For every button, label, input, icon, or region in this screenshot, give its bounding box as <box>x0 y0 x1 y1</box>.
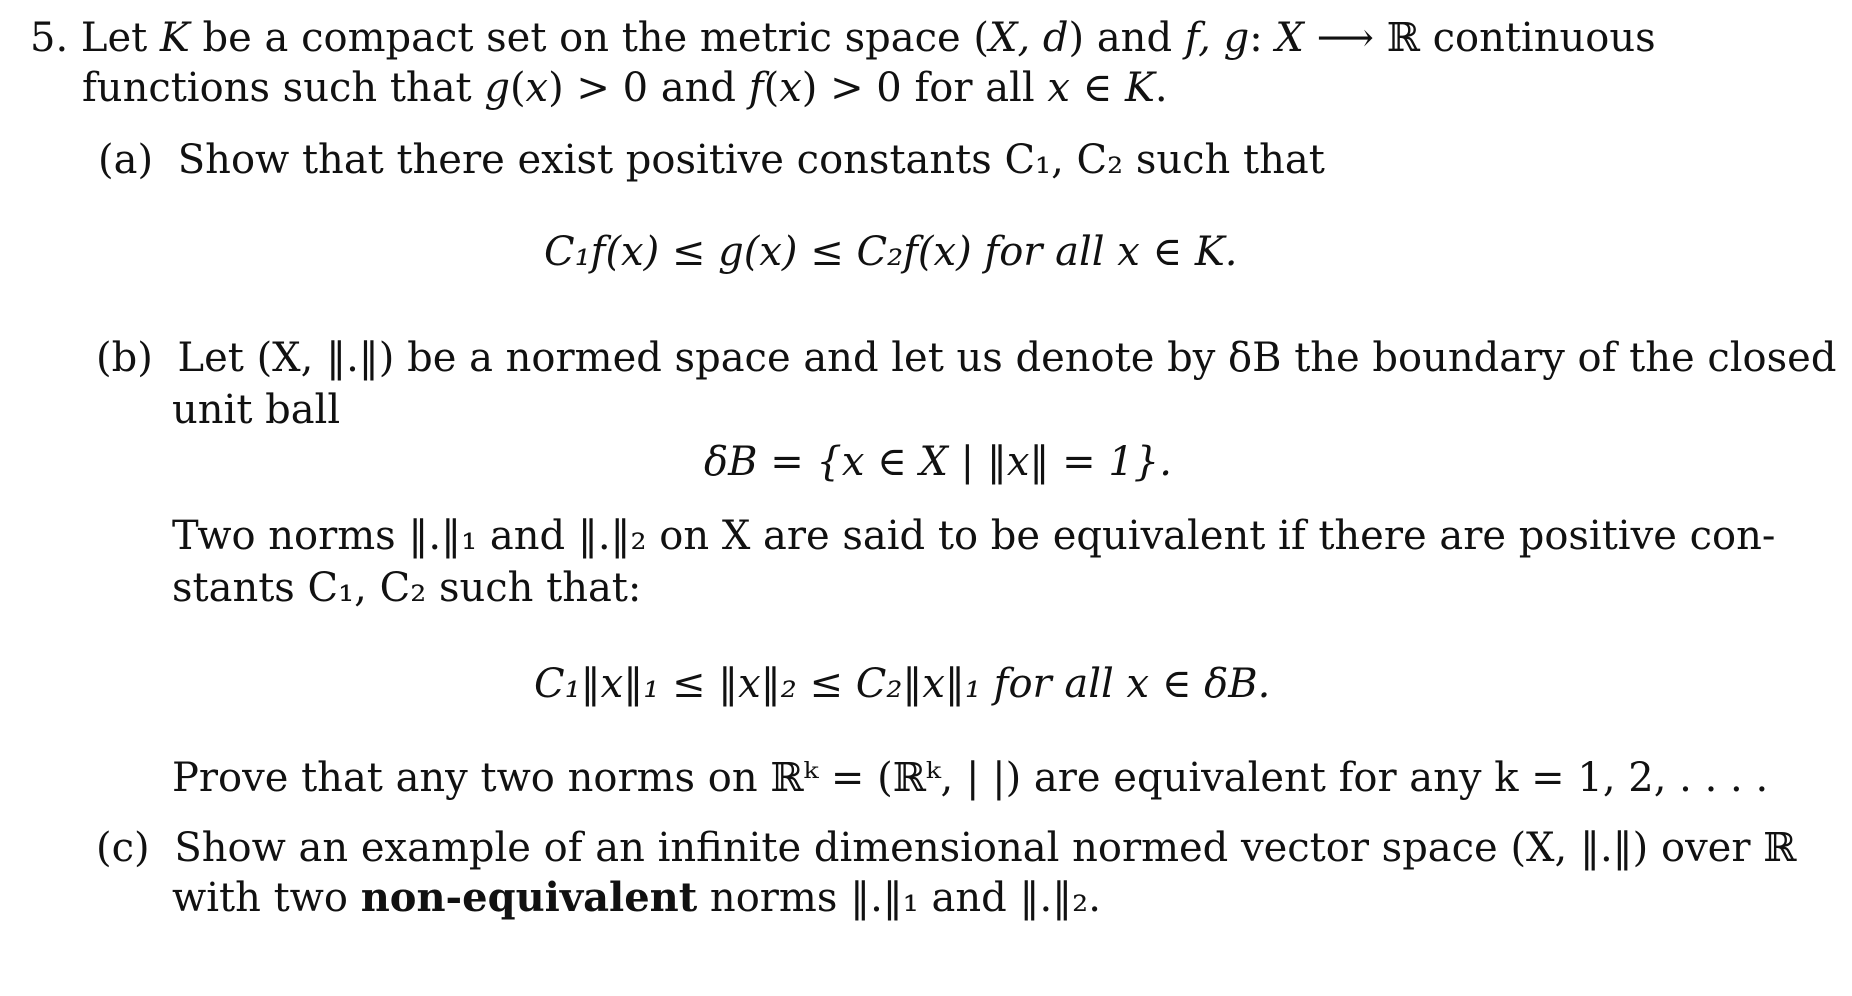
part-a-line <box>98 137 1325 183</box>
intro-line-1-segment: ⟶ ℝ continuous <box>1303 15 1656 61</box>
intro-line-1-segment: X <box>1275 15 1304 61</box>
intro-line-2-segment: x <box>1047 65 1070 111</box>
part-b-line-1 <box>96 335 1837 381</box>
intro-line-2-segment: . <box>1154 65 1168 111</box>
intro-line-1-segment: f, g <box>1184 15 1250 61</box>
part-c-line-1 <box>96 825 1797 871</box>
problem-intro-text <box>81 15 1656 61</box>
intro-line-2-segment: x <box>779 65 802 111</box>
intro-line-2-segment: ( <box>509 65 526 111</box>
intro-line-1-segment: K <box>159 15 190 61</box>
problem-intro-line-1 <box>30 15 1656 61</box>
intro-line-2-segment: f <box>748 65 764 111</box>
intro-line-1-segment: be a compact set on the metric space ( <box>189 15 989 61</box>
part-c-line-2 <box>172 874 1101 921</box>
part-a-equation: C₁f(x) ≤ g(x) ≤ C₂f(x) for all x ∈ K. <box>544 229 1238 275</box>
intro-line-2-segment: x <box>525 65 549 111</box>
intro-line-2-segment: g <box>484 65 510 111</box>
intro-line-2-segment: ) > 0 and <box>548 65 749 111</box>
part-b-equation-2: C₁‖x‖₁ ≤ ‖x‖₂ ≤ C₂‖x‖₁ for all x ∈ δB. <box>534 661 1271 707</box>
intro-line-1-segment: X, d <box>989 15 1069 61</box>
part-b-paragraph-line-1: Two norms ‖.‖₁ and ‖.‖₂ on X are said to be equivalent if there are positive con- <box>172 513 1776 559</box>
problem-intro-line-2 <box>82 65 1168 111</box>
intro-line-1-segment: : <box>1249 15 1276 61</box>
part-a-text: Show that there exist positive constants C₁, C₂ such that <box>177 137 1325 183</box>
part-b-equation-1: δB = {x ∈ X | ‖x‖ = 1}. <box>704 439 1172 485</box>
intro-line-2-segment: ( <box>763 65 780 111</box>
part-c-label: (c) <box>96 825 150 871</box>
intro-line-2-segment: K <box>1124 65 1155 111</box>
intro-line-2-segment: functions such that <box>82 65 485 111</box>
part-b-label: (b) <box>96 335 153 381</box>
intro-line-1-segment: Let <box>80 15 160 61</box>
part-a-label: (a) <box>98 137 154 183</box>
part-c-text-2-bold: non-equivalent <box>360 874 698 921</box>
part-b-paragraph-line-2: stants C₁, C₂ such that: <box>172 565 642 611</box>
part-c-text-1: Show an example of an infinite dimensional normed vector space (X, ‖.‖) over ℝ <box>174 825 1797 871</box>
intro-line-1-segment: ) and <box>1068 15 1185 61</box>
problem-number: 5. <box>30 15 69 61</box>
part-c-text-2-post: norms ‖.‖₁ and ‖.‖₂. <box>697 875 1101 921</box>
part-b-line-2: unit ball <box>172 387 341 433</box>
part-c-text-2-pre: with two <box>172 875 361 921</box>
part-b-prove: Prove that any two norms on ℝᵏ = (ℝᵏ, | |) are equivalent for any k = 1, 2, . . . . <box>172 755 1769 801</box>
intro-line-2-segment: ) > 0 for all <box>801 65 1048 111</box>
part-b-text-1: Let (X, ‖.‖) be a normed space and let us denote by δB the boundary of the closed <box>177 335 1837 381</box>
intro-line-2-segment: ∈ <box>1069 65 1125 111</box>
